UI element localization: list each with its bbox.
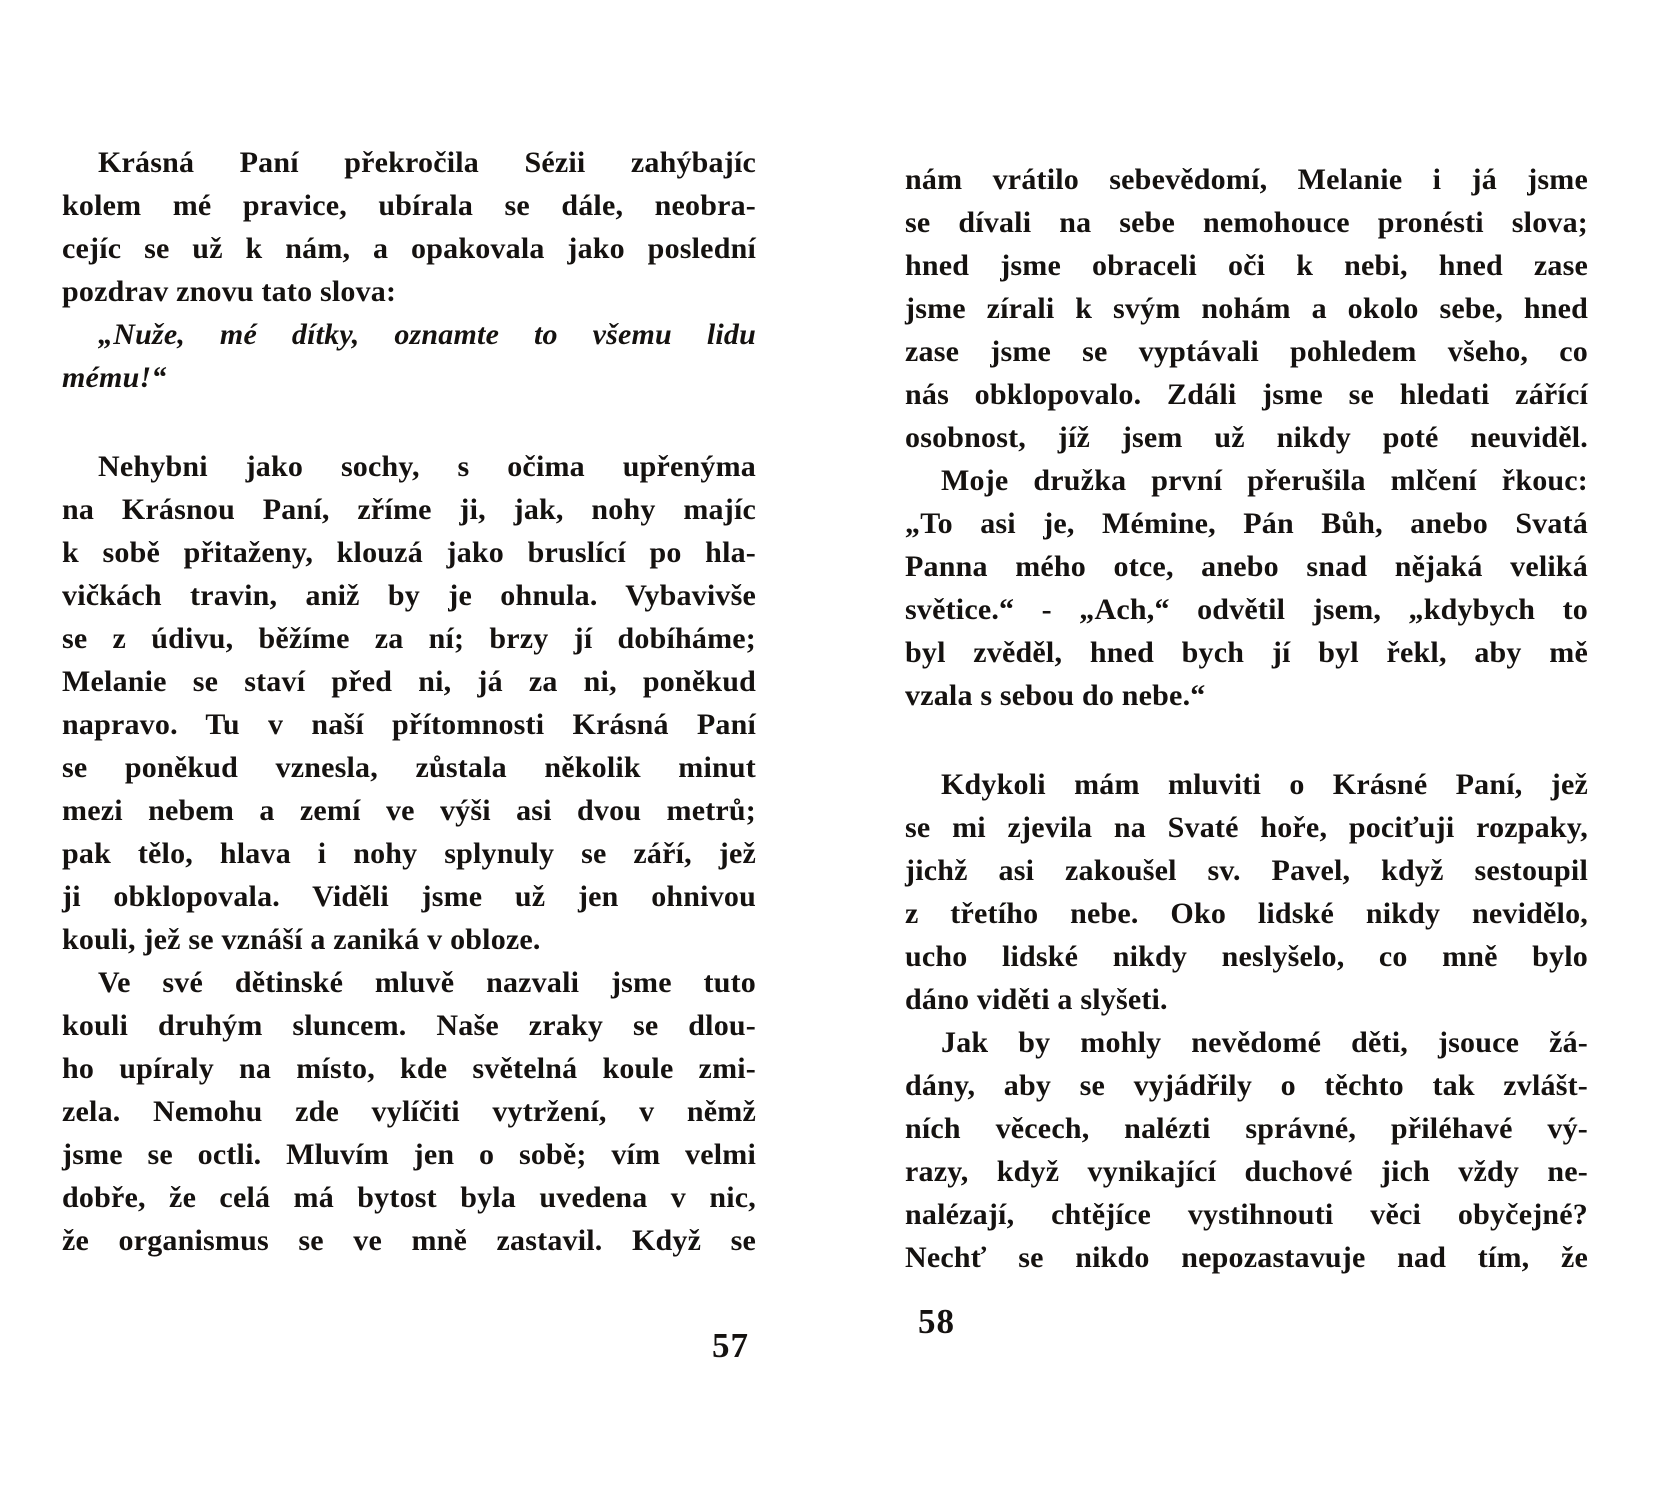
text-line: Moje družka první přerušila mlčení řkouc: [941, 464, 1588, 497]
text-line: Kdykoli mám mluviti o Krásné Paní, jež [941, 768, 1588, 801]
text-line: napravo. Tu v naší přítomnosti Krásná Paní [62, 708, 756, 741]
text-line: „Nuže, mé dítky, oznamte to všemu lidu [98, 318, 756, 351]
text-line: pak tělo, hlava i nohy splynuly se září, jež [62, 837, 756, 870]
text-line: dány, aby se vyjádřily o těchto tak zvlášt- [905, 1069, 1588, 1102]
text-line: pozdrav znovu tato slova: [62, 275, 397, 308]
text-line: kouli, jež se vznáší a zaniká v obloze. [62, 923, 541, 956]
text-line: Panna mého otce, anebo snad nějaká veliká [905, 550, 1588, 583]
text-line: na Krásnou Paní, zříme ji, jak, nohy majíc [62, 493, 756, 526]
text-line: „To asi je, Mémine, Pán Bůh, anebo Svatá [905, 507, 1588, 540]
text-line: ji obklopovala. Viděli jsme už jen ohnivou [62, 880, 756, 913]
text-line: nám vrátilo sebevědomí, Melanie i já jsme [905, 163, 1588, 196]
text-line: Krásná Paní překročila Sézii zahýbajíc [98, 146, 756, 179]
text-line: razy, když vynikající duchové jich vždy ne- [905, 1155, 1588, 1188]
text-line: vzala s sebou do nebe.“ [905, 679, 1206, 712]
text-line: ucho lidské nikdy neslyšelo, co mně bylo [905, 940, 1588, 973]
text-line: se z údivu, běžíme za ní; brzy jí dobíháme; [62, 622, 756, 655]
text-line: jsme se octli. Mluvím jen o sobě; vím velmi [62, 1138, 756, 1171]
text-line: Nehybni jako sochy, s očima upřenýma [98, 450, 756, 483]
text-line: nalézají, chtějíce vystihnouti věci obyčejné? [905, 1198, 1588, 1231]
text-line: kolem mé pravice, ubírala se dále, neobra- [62, 189, 756, 222]
text-line: zela. Nemohu zde vylíčiti vytržení, v němž [62, 1095, 756, 1128]
paragraph-gap [62, 399, 756, 445]
text-line: ních věcech, nalézti správné, přiléhavé vý- [905, 1112, 1588, 1145]
text-line: z třetího nebe. Oko lidské nikdy nevidělo, [905, 897, 1588, 930]
text-line: se dívali na sebe nemohouce pronésti slova; [905, 206, 1588, 239]
text-line: osobnost, jíž jsem už nikdy poté neuviděl. [905, 421, 1588, 454]
text-line: nás obklopovalo. Zdáli jsme se hledati zářící [905, 378, 1588, 411]
text-line: cejíc se už k nám, a opakovala jako poslední [62, 232, 756, 265]
text-line: dáno viděti a slyšeti. [905, 983, 1168, 1016]
text-line: Jak by mohly nevědomé děti, jsouce žá- [941, 1026, 1588, 1059]
page-right-text [905, 158, 1588, 1279]
page-left-text [62, 141, 756, 1262]
text-line: Nechť se nikdo nepozastavuje nad tím, že [905, 1241, 1588, 1274]
text-line: se poněkud vznesla, zůstala několik minut [62, 751, 756, 784]
text-line: ho upíraly na místo, kde světelná koule zmi- [62, 1052, 756, 1085]
text-line: dobře, že celá má bytost byla uvedena v nic, [62, 1181, 756, 1214]
text-line: hned jsme obraceli oči k nebi, hned zase [905, 249, 1588, 282]
text-line: byl zvěděl, hned bych jí byl řekl, aby mě [905, 636, 1588, 669]
text-line: k sobě přitaženy, klouzá jako bruslící po hla- [62, 536, 756, 569]
paragraph-gap [905, 717, 1588, 763]
text-line: vičkách travin, aniž by je ohnula. Vybavivše [62, 579, 756, 612]
text-line: mezi nebem a zemí ve výši asi dvou metrů; [62, 794, 756, 827]
text-line: Ve své dětinské mluvě nazvali jsme tuto [98, 966, 756, 999]
text-line: zase jsme se vyptávali pohledem všeho, co [905, 335, 1588, 368]
page-number-right: 58 [918, 1302, 955, 1341]
text-line: mému!“ [62, 361, 167, 394]
text-line: kouli druhým sluncem. Naše zraky se dlou- [62, 1009, 756, 1042]
text-line: jsme zírali k svým nohám a okolo sebe, hned [905, 292, 1588, 325]
text-line: se mi zjevila na Svaté hoře, pociťuji rozpaky, [905, 811, 1588, 844]
page-number-left: 57 [712, 1326, 749, 1365]
text-line: že organismus se ve mně zastavil. Když se [62, 1224, 756, 1257]
text-line: Melanie se staví před ni, já za ni, poněkud [62, 665, 756, 698]
text-line: světice.“ - „Ach,“ odvětil jsem, „kdybych to [905, 593, 1588, 626]
text-line: jichž asi zakoušel sv. Pavel, když sestoupil [905, 854, 1588, 887]
